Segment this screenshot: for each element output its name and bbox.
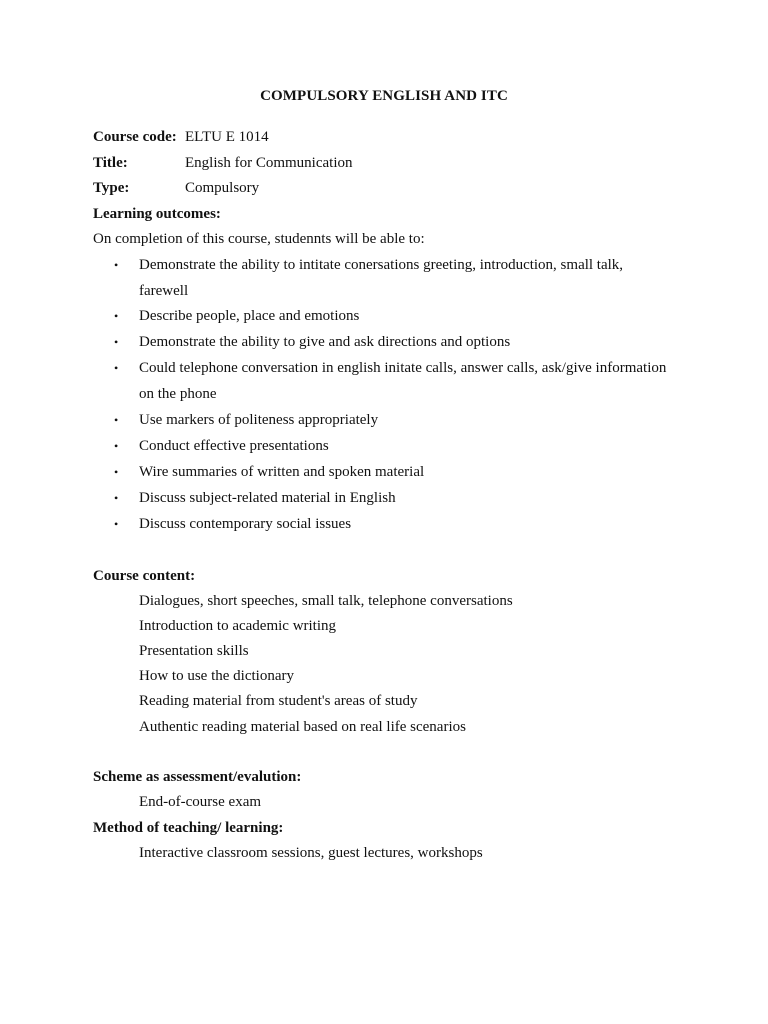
learning-outcomes-intro: On completion of this course, studennts will be able to: [93, 231, 425, 247]
bullet-icon: • [114, 309, 119, 323]
list-item-text: Demonstrate the ability to give and ask directions and options [139, 334, 511, 350]
learning-outcomes-heading: Learning outcomes: [93, 206, 221, 222]
list-item-text: Describe people, place and emotions [139, 308, 360, 324]
list-item: Presentation skills [139, 643, 249, 659]
bullet-icon: • [114, 258, 119, 272]
list-item-text: Could telephone conversation in english initate calls, answer calls, ask/give information on the phone [139, 360, 667, 402]
bullet-icon: • [114, 491, 119, 505]
list-item-text: Use markers of politeness appropriately [139, 412, 379, 428]
bullet-icon: • [114, 335, 119, 349]
bullet-icon: • [114, 517, 119, 531]
field-type [93, 179, 259, 197]
list-item-text: Conduct effective presentations [139, 438, 329, 454]
field-course-code [93, 128, 269, 146]
bullet-icon: • [114, 361, 119, 375]
list-item-text: Demonstrate the ability to intitate conersations greeting, introduction, small talk, farewell [139, 257, 624, 299]
document-title: COMPULSORY ENGLISH AND ITC [260, 88, 508, 104]
bullet-icon: • [114, 439, 119, 453]
field-label: Title: [93, 155, 128, 171]
method-heading: Method of teaching/ learning: [93, 820, 284, 836]
list-item-text: Wire summaries of written and spoken material [139, 464, 425, 480]
field-title [93, 154, 352, 172]
list-item-text: Discuss subject-related material in English [139, 490, 396, 506]
field-label: Course code: [93, 129, 177, 145]
list-item-text: Discuss contemporary social issues [139, 516, 352, 532]
list-item: How to use the dictionary [139, 668, 294, 684]
field-label: Type: [93, 180, 130, 196]
list-item: Introduction to academic writing [139, 618, 337, 634]
list-item: Dialogues, short speeches, small talk, telephone conversations [139, 593, 513, 609]
course-content-heading: Course content: [93, 568, 196, 584]
assessment-heading: Scheme as assessment/evalution: [93, 769, 302, 785]
list-item [114, 252, 674, 304]
field-value: ELTU E 1014 [185, 129, 269, 145]
bullet-icon: • [114, 465, 119, 479]
list-item: End-of-course exam [139, 794, 262, 810]
field-value: Compulsory [185, 180, 260, 196]
list-item: Interactive classroom sessions, guest lectures, workshops [139, 845, 483, 861]
list-item: Reading material from student's areas of study [139, 693, 418, 709]
bullet-icon: • [114, 413, 119, 427]
list-item: Authentic reading material based on real life scenarios [139, 719, 466, 735]
field-value: English for Communication [185, 155, 353, 171]
